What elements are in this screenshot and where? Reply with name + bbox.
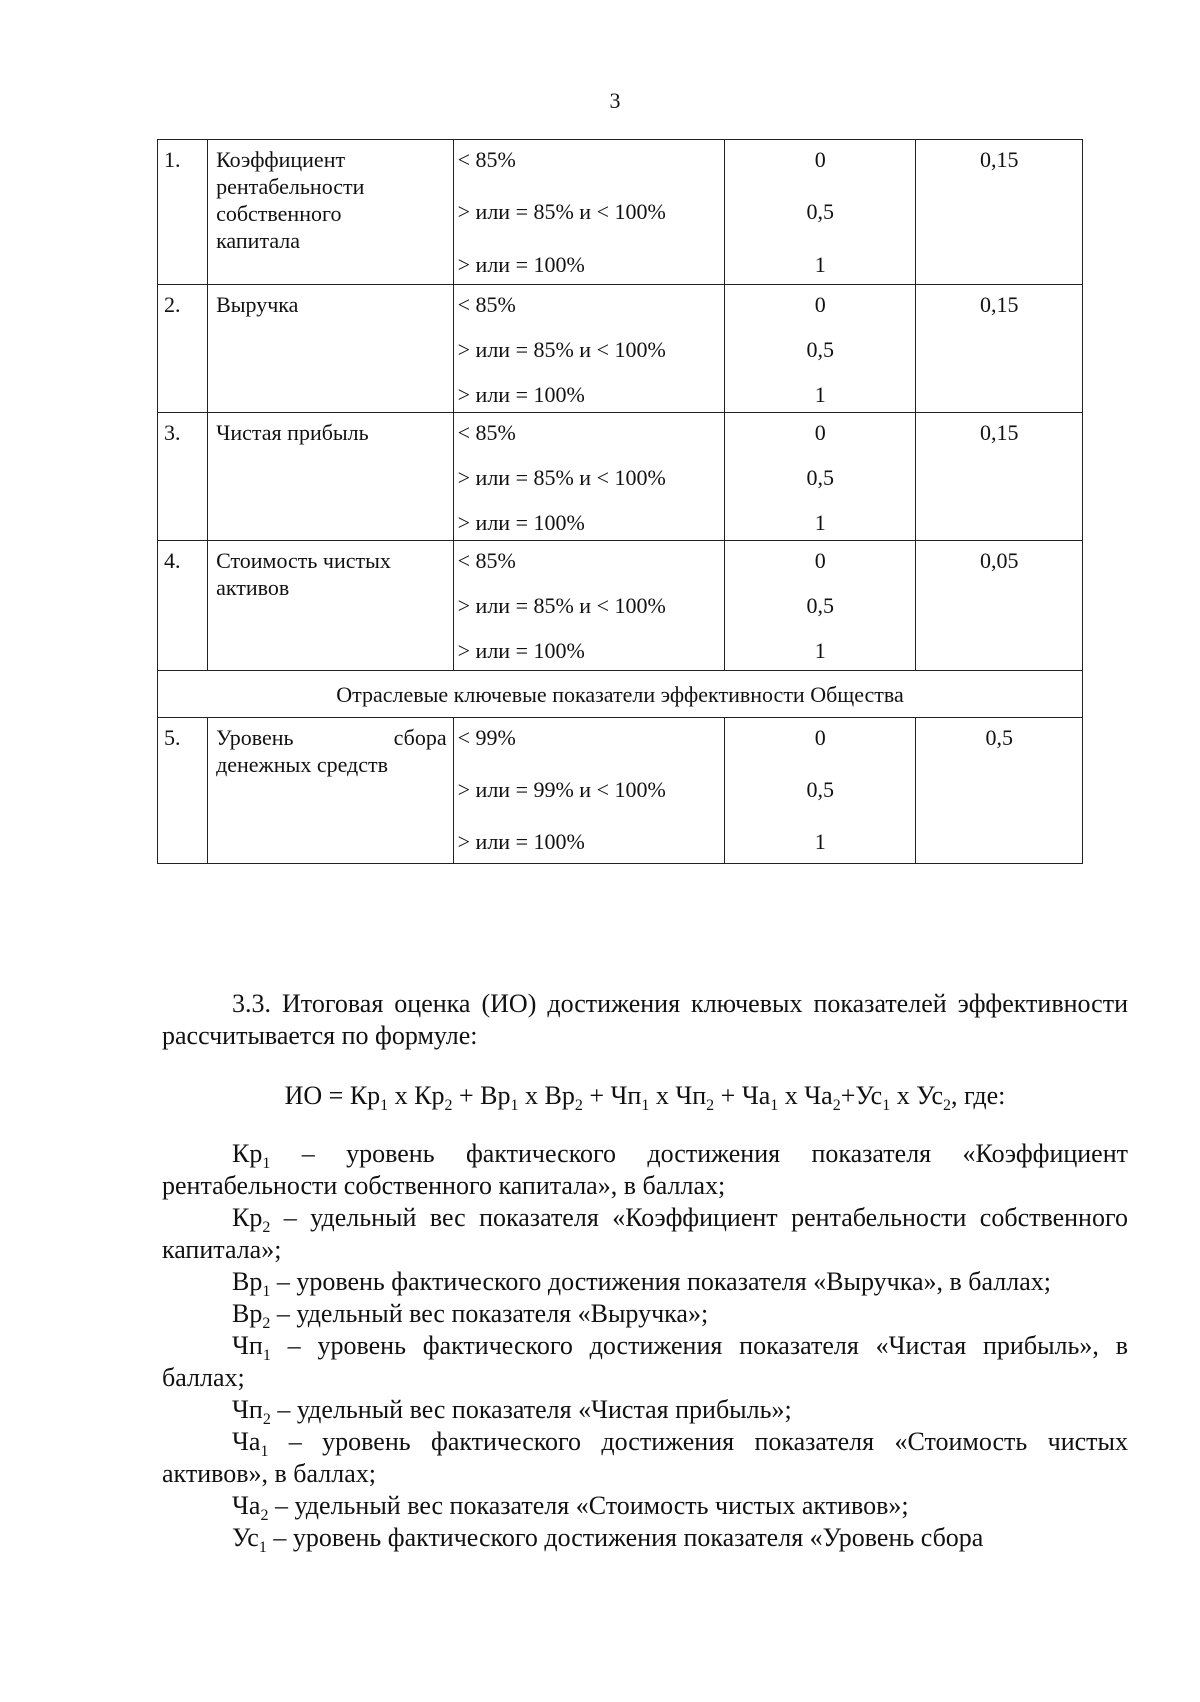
paragraph-3-3: 3.3. Итоговая оценка (ИО) достижения ключевых показателей эффективности рассчитывается по формуле: [162,989,1128,1050]
condition-cell: < 85% > или = 85% и < 100% > или = 100% [453,285,724,413]
indicator-name: Чистая прибыль [208,413,454,541]
definition: $Ча_2$ – удельный вес показателя «Стоимость чистых активов»; [232,1491,909,1525]
body-text [162,988,1128,1557]
table-row [158,285,1083,413]
definition: $Вр_1$ – уровень фактического достижения показателя «Выручка», в баллах; [232,1267,1051,1301]
section-header: Отраслевые ключевые показатели эффективности Общества [158,671,1083,718]
score-cell: 0 0,5 1 [725,541,916,671]
score-cell: 0 0,5 1 [725,413,916,541]
table-row [158,541,1083,671]
row-number: 2. [158,285,208,413]
row-number: 5. [158,718,208,864]
condition-cell: < 85% > или = 85% и < 100% > или = 100% [453,541,724,671]
weight-cell: 0,15 [916,285,1083,413]
indicator-name: Выручка [208,285,454,413]
score-cell: 0 0,5 1 [725,718,916,864]
weight-cell: 0,05 [916,541,1083,671]
definition: $Ус_1$ – уровень фактического достижения показателя «Уровень сбора [232,1523,984,1557]
indicator-name: Уровень сбора денежных средств [208,718,454,864]
condition-cell: < 99% > или = 99% и < 100% > или = 100% [453,718,724,864]
weight-cell: 0,5 [916,718,1083,864]
definition: $Кр_2$ – удельный вес показателя «Коэффициент рентабельности собственного капитала»; [162,1203,1128,1264]
kpi-table [157,139,1083,864]
indicator-name: Коэффициент рентабельности собственного капитала [208,140,454,285]
formula: ИО = $Кр_1$ х $Кр_2 + Вр_1$ х $Вр_2 + Чп_1$ х $Чп_2 + Ча_1$ х $Ча_2+Ус_1$ х $Ус_2$, где: [284,1081,1006,1115]
page-number: 3 [609,88,621,113]
row-number: 3. [158,413,208,541]
definition: $Вр_2$ – удельный вес показателя «Выручка»; [232,1299,709,1333]
weight-cell: 0,15 [916,413,1083,541]
definition: $Ча_1$ – уровень фактического достижения показателя «Стоимость чистых активов», в баллах; [162,1427,1128,1488]
definition: $Чп_2$ – удельный вес показателя «Чистая прибыль»; [232,1395,792,1429]
definition: $Чп_1$ – уровень фактического достижения показателя «Чистая прибыль», в баллах; [162,1331,1128,1392]
section-header-row [158,671,1083,718]
score-cell: 0 0,5 1 [725,140,916,285]
row-number: 4. [158,541,208,671]
table-row [158,140,1083,285]
score-cell: 0 0,5 1 [725,285,916,413]
row-number: 1. [158,140,208,285]
weight-cell: 0,15 [916,140,1083,285]
table-row [158,718,1083,864]
definition: $Кр_1$ – уровень фактического достижения показателя «Коэффициент рентабельности собственного капитала», в баллах; [162,1139,1128,1200]
condition-cell: < 85% > или = 85% и < 100% > или = 100% [453,140,724,285]
condition-cell: < 85% > или = 85% и < 100% > или = 100% [453,413,724,541]
indicator-name: Стоимость чистых активов [208,541,454,671]
table-row [158,413,1083,541]
